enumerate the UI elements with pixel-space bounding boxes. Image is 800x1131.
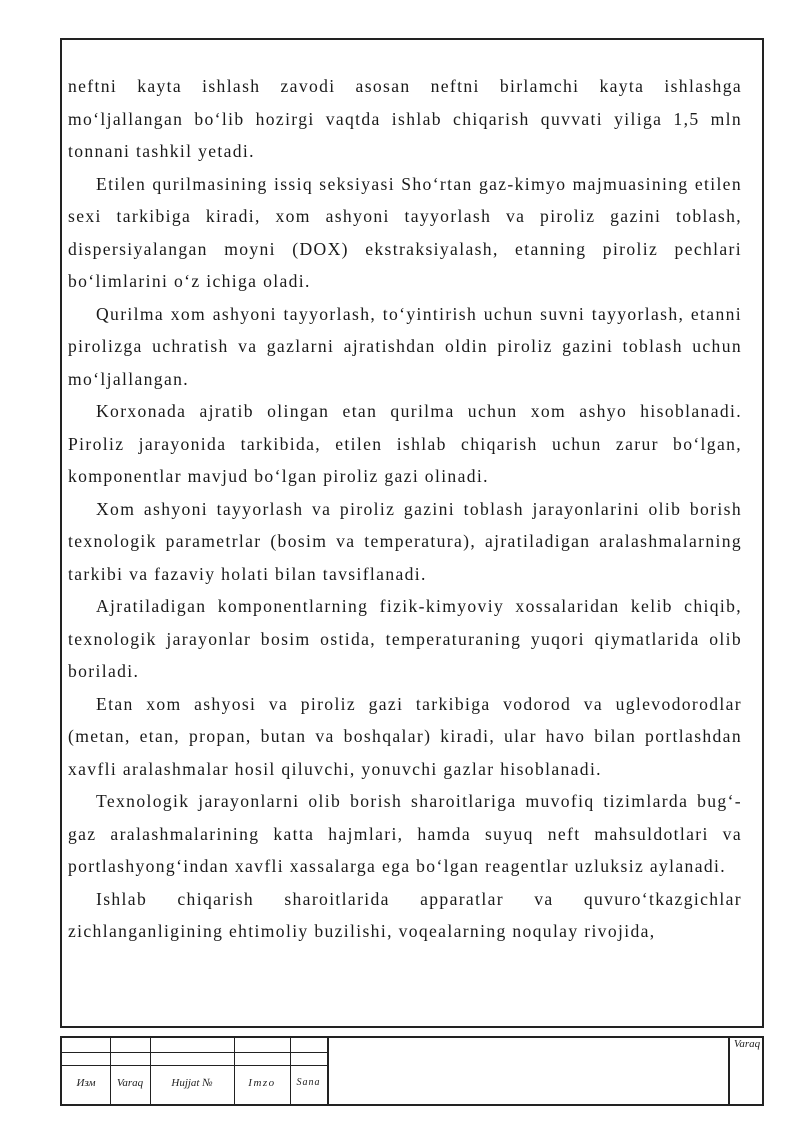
paragraph-8: Texnologik jarayonlarni olib borish sharoitlariga muvofiq tizimlarda bug‘-gaz aralashmalarining katta hajmlari, hamda suyuq neft mahsuldotlari va portlashyong‘indan xavfli xassalarga ega bo‘lgan reagentlar uzluksiz aylanadi. [68,791,742,876]
paragraph-5: Xom ashyoni tayyorlash va piroliz gazini toblash jarayonlarini olib borish texnologik parametrlar (bosim va temperatura), ajratiladigan aralashmalarning tarkibi va fazaviy holati bilan tavsiflanadi. [68,498,742,584]
title-block-divider [327,1038,329,1104]
izm-label: Изм [76,1077,96,1089]
paragraph-3: Qurilma xom ashyoni tayyorlash, to‘yintirish uchun suvni tayyorlash, etanni pirolizga uchratish va gazlarni ajratishdan oldin piroliz gazini toblash uchun mo‘ljallangan. [68,303,742,389]
sana-label: Sana [296,1077,321,1088]
paragraph-2: Etilen qurilmasining issiq seksiyasi Sho‘rtan gaz-kimyo majmuasining etilen sexi tarkibiga kiradi, xom ashyoni tayyorlash va piroliz gazini toblash, dispersiyalangan moyni (DOX) ekstraksiyalash, etanning piroliz pechlari bo‘limlarini o‘z ichiga oladi. [68,173,742,291]
sheet-label: Varaq [733,1038,761,1050]
hujjat-label: Hujjat № [171,1077,213,1089]
paragraph-6: Ajratiladigan komponentlarning fizik-kimyoviy xossalaridan kelib chiqib, texnologik jarayonlar bosim ostida, temperaturaning yuqori qiymatlarida olib boriladi. [68,596,742,681]
imzo-label: Imzo [248,1077,276,1089]
title-block-row-line [62,1052,328,1053]
document-body [68,70,742,948]
varaq-column-label: Varaq [116,1077,144,1089]
paragraph-9: Ishlab chiqarish sharoitlarida apparatlar va quvuro‘tkazgichlar zichlanganligining ehtimoliy buzilishi, voqealarning noqulay rivojida, [68,888,742,941]
paragraph-7: Etan xom ashyosi va piroliz gazi tarkibiga vodorod va uglevodorodlar (metan, etan, propan, butan va boshqalar) kiradi, ular havo bilan portlashdan xavfli aralashmalar hosil qiluvchi, yonuvchi gazlar hisoblanadi. [68,693,742,779]
paragraph-1: neftni kayta ishlash zavodi asosan neftni birlamchi kayta ishlashga mo‘ljallangan bo‘lib hozirgi vaqtda ishlab chiqarish quvvati yiliga 1,5 mln tonnani tashkil yetadi. [68,76,742,161]
paragraph-4: Korxonada ajratib olingan etan qurilma uchun xom ashyo hisoblanadi. Piroliz jarayonida tarkibida, etilen ishlab chiqarish uchun zarur bo‘lgan, komponentlar mavjud bo‘lgan piroliz gazi olinadi. [68,401,742,486]
